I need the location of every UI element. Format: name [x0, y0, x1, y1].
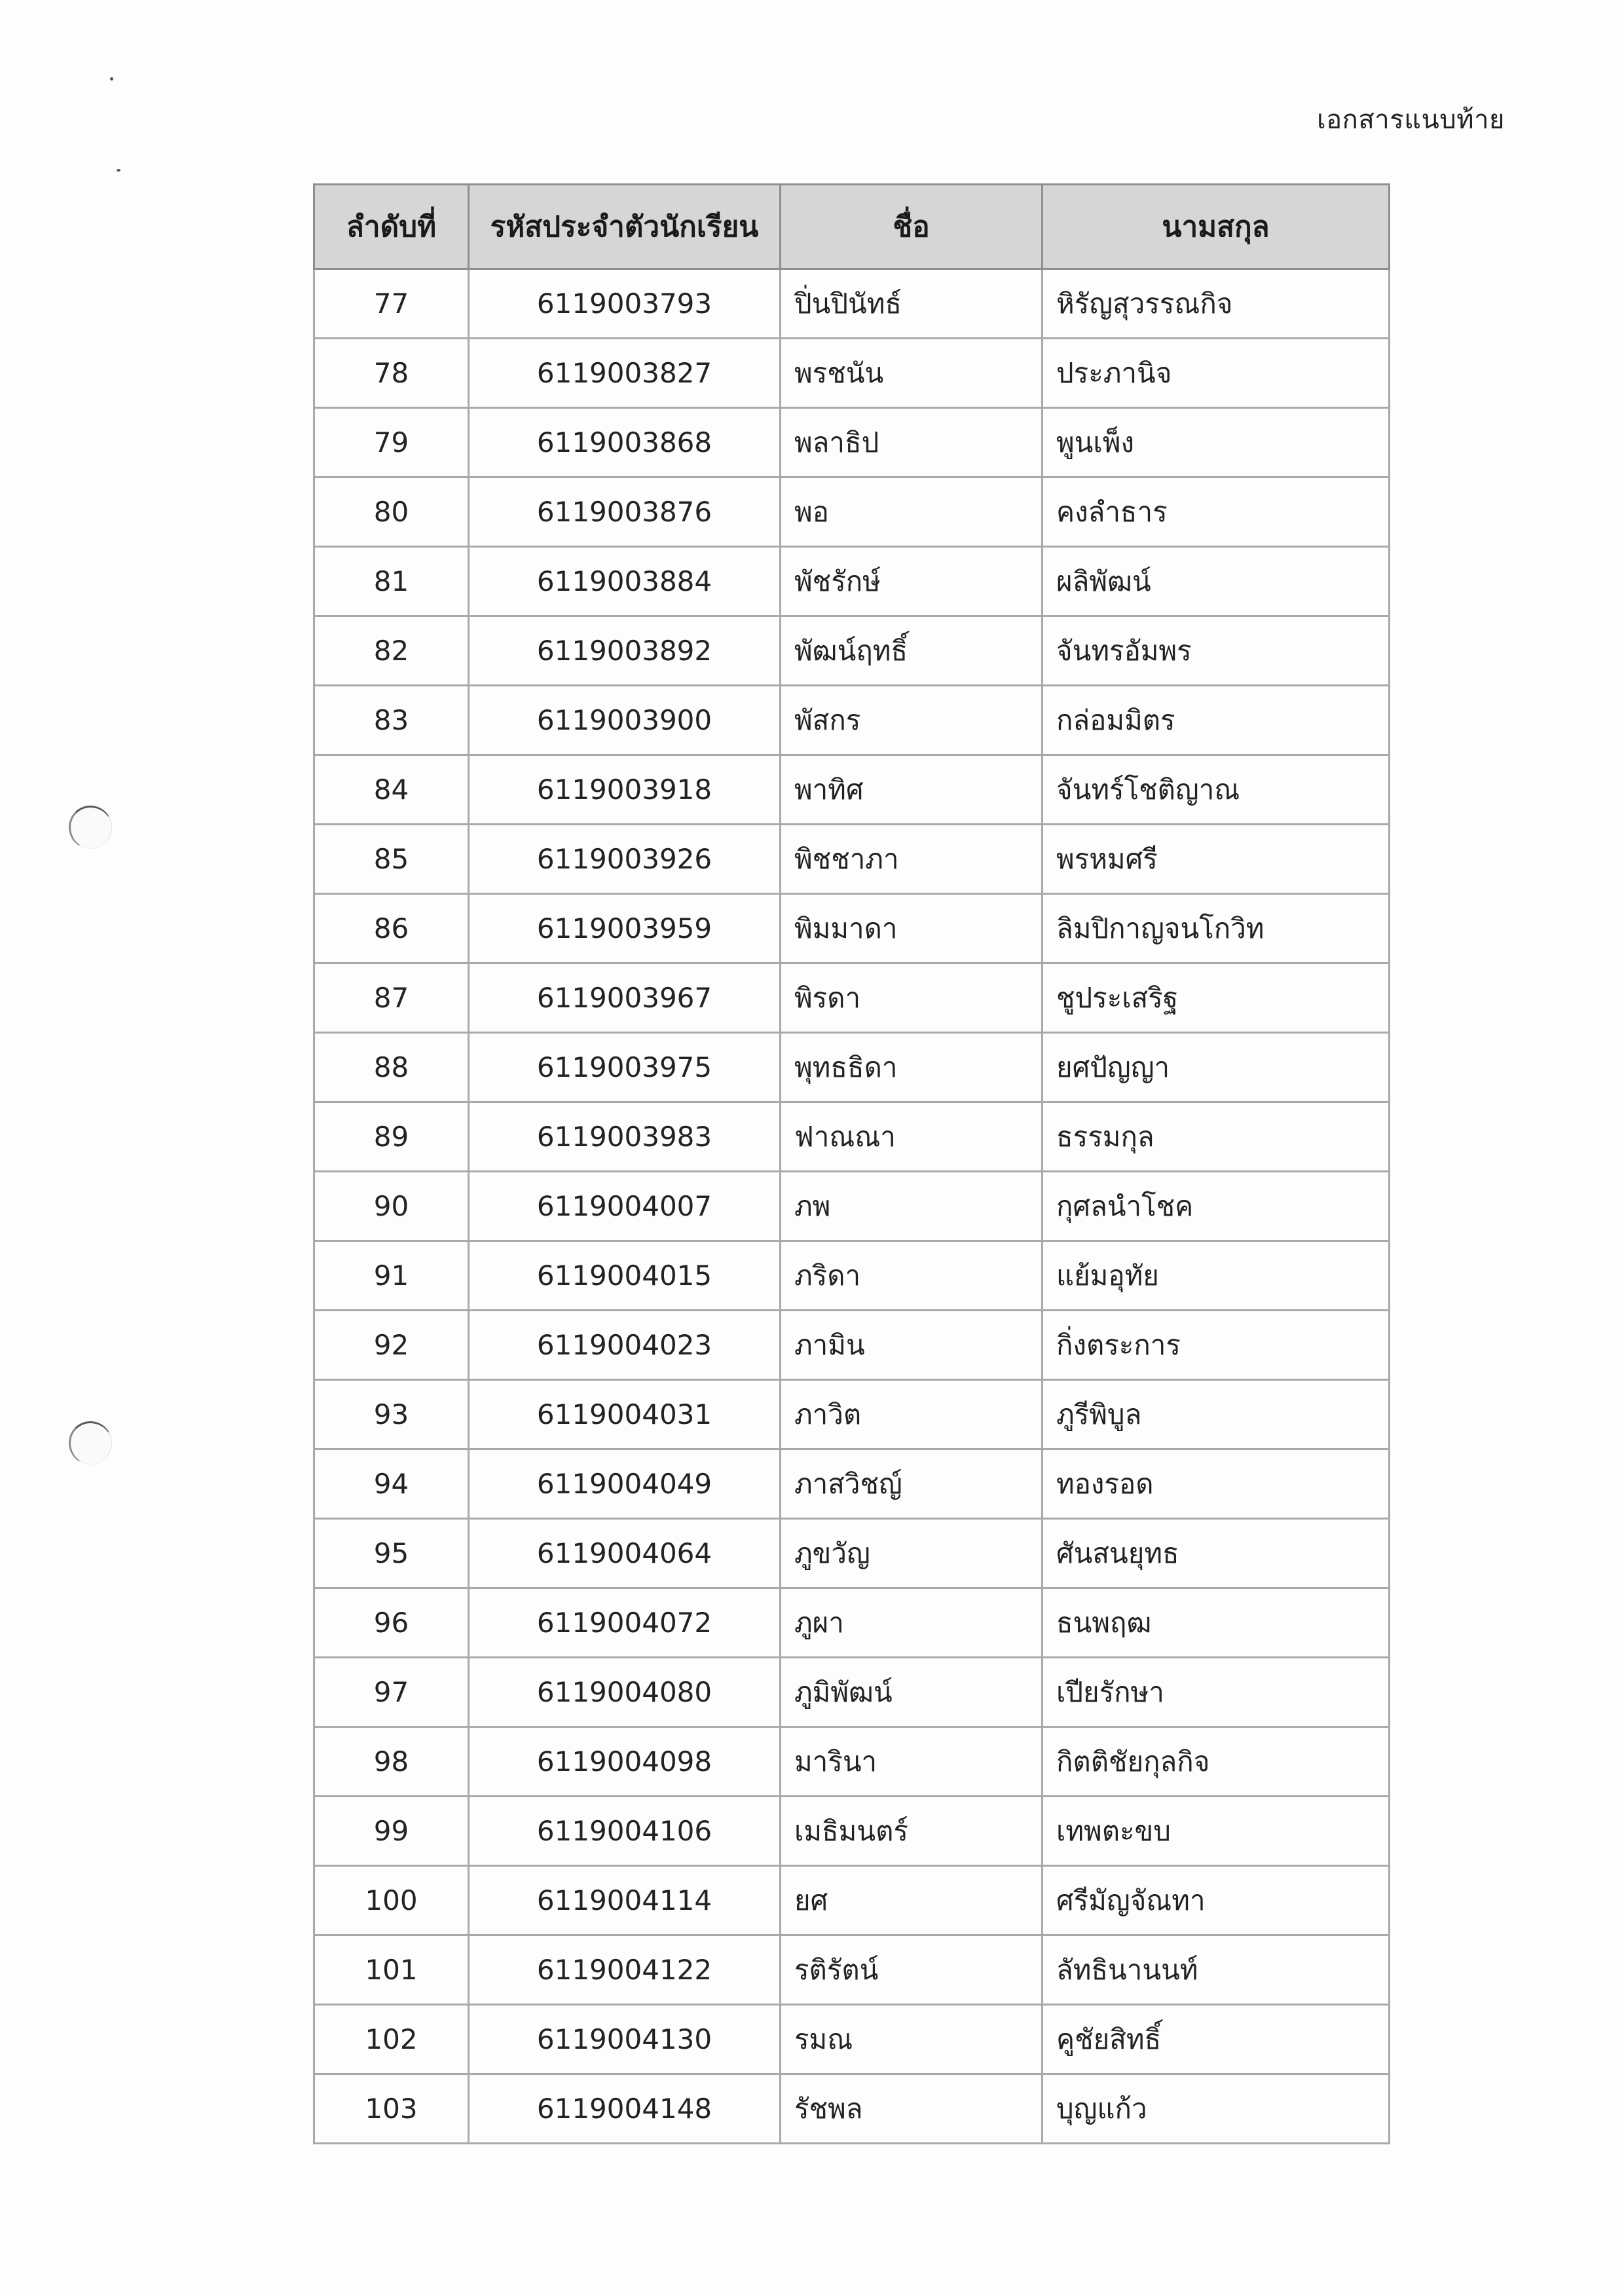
cell-first-name: ฟาณณา [781, 1102, 1043, 1172]
cell-first-name: พิรดา [781, 963, 1043, 1033]
header-student-id: รหัสประจำตัวนักเรียน [469, 185, 781, 269]
table-row [314, 269, 1390, 339]
cell-last-name: ลัทธินานนท์ [1043, 1935, 1390, 2005]
cell-last-name: จันทรอัมพร [1043, 616, 1390, 686]
cell-order: 98 [314, 1727, 469, 1797]
cell-first-name: ภูผา [781, 1588, 1043, 1658]
cell-student-id: 6119003892 [469, 616, 781, 686]
cell-order: 92 [314, 1311, 469, 1380]
cell-last-name: ทองรอด [1043, 1449, 1390, 1519]
cell-first-name: พัชรักษ์ [781, 547, 1043, 616]
table-row [314, 1311, 1390, 1380]
table-row [314, 1449, 1390, 1519]
cell-student-id: 6119003900 [469, 686, 781, 755]
table-row [314, 1241, 1390, 1311]
cell-student-id: 6119003868 [469, 408, 781, 477]
cell-first-name: ภาสวิชญ์ [781, 1449, 1043, 1519]
cell-order: 79 [314, 408, 469, 477]
cell-first-name: พาทิศ [781, 755, 1043, 825]
student-table [313, 183, 1390, 2144]
cell-order: 83 [314, 686, 469, 755]
cell-order: 90 [314, 1172, 469, 1241]
cell-last-name: พรหมศรี [1043, 825, 1390, 894]
cell-first-name: ภริดา [781, 1241, 1043, 1311]
table-row [314, 616, 1390, 686]
cell-first-name: ภูมิพัฒน์ [781, 1658, 1043, 1727]
table-row [314, 1588, 1390, 1658]
cell-order: 93 [314, 1380, 469, 1449]
cell-last-name: ชูประเสริฐ [1043, 963, 1390, 1033]
cell-student-id: 6119003884 [469, 547, 781, 616]
cell-first-name: ภามิน [781, 1311, 1043, 1380]
cell-student-id: 6119003983 [469, 1102, 781, 1172]
table-row [314, 547, 1390, 616]
table-row [314, 477, 1390, 547]
attachment-label: เอกสารแนบท้าย [1316, 105, 1505, 135]
table-row [314, 686, 1390, 755]
student-table-container [313, 183, 1388, 2144]
table-row [314, 1658, 1390, 1727]
cell-order: 87 [314, 963, 469, 1033]
cell-last-name: ลิมปิกาญจนโกวิท [1043, 894, 1390, 963]
cell-order: 94 [314, 1449, 469, 1519]
cell-first-name: ภพ [781, 1172, 1043, 1241]
cell-student-id: 6119003926 [469, 825, 781, 894]
cell-order: 84 [314, 755, 469, 825]
cell-last-name: ธนพฤฒ [1043, 1588, 1390, 1658]
cell-last-name: ประภานิจ [1043, 339, 1390, 408]
table-row [314, 755, 1390, 825]
cell-first-name: พัฒน์ฤทธิ์ [781, 616, 1043, 686]
cell-last-name: จันทร์โชติญาณ [1043, 755, 1390, 825]
cell-order: 86 [314, 894, 469, 963]
table-row [314, 963, 1390, 1033]
cell-first-name: รัชพล [781, 2074, 1043, 2144]
cell-last-name: คูชัยสิทธิ์ [1043, 2005, 1390, 2074]
cell-first-name: พัสกร [781, 686, 1043, 755]
cell-first-name: รมณ [781, 2005, 1043, 2074]
cell-student-id: 6119004122 [469, 1935, 781, 2005]
cell-student-id: 6119003959 [469, 894, 781, 963]
cell-first-name: พุทธธิดา [781, 1033, 1043, 1102]
table-row [314, 339, 1390, 408]
table-row [314, 1172, 1390, 1241]
cell-first-name: ยศ [781, 1866, 1043, 1935]
cell-student-id: 6119003967 [469, 963, 781, 1033]
cell-last-name: แย้มอุทัย [1043, 1241, 1390, 1311]
cell-student-id: 6119004015 [469, 1241, 781, 1311]
cell-student-id: 6119003975 [469, 1033, 781, 1102]
cell-student-id: 6119004007 [469, 1172, 781, 1241]
cell-last-name: ผลิพัฒน์ [1043, 547, 1390, 616]
scan-speck [117, 169, 120, 172]
cell-order: 95 [314, 1519, 469, 1588]
cell-order: 78 [314, 339, 469, 408]
table-header-row [314, 185, 1390, 269]
cell-student-id: 6119004023 [469, 1311, 781, 1380]
cell-order: 81 [314, 547, 469, 616]
cell-student-id: 6119003793 [469, 269, 781, 339]
cell-order: 91 [314, 1241, 469, 1311]
cell-first-name: ปิ่นปินัทธ์ [781, 269, 1043, 339]
cell-order: 88 [314, 1033, 469, 1102]
cell-last-name: ศันสนยุทธ [1043, 1519, 1390, 1588]
table-row [314, 1102, 1390, 1172]
cell-order: 101 [314, 1935, 469, 2005]
cell-last-name: คงลำธาร [1043, 477, 1390, 547]
cell-order: 80 [314, 477, 469, 547]
cell-order: 97 [314, 1658, 469, 1727]
table-row [314, 408, 1390, 477]
cell-student-id: 6119004106 [469, 1797, 781, 1866]
cell-last-name: บุญแก้ว [1043, 2074, 1390, 2144]
cell-student-id: 6119004031 [469, 1380, 781, 1449]
cell-first-name: พิมมาดา [781, 894, 1043, 963]
cell-order: 77 [314, 269, 469, 339]
cell-student-id: 6119004130 [469, 2005, 781, 2074]
table-row [314, 1797, 1390, 1866]
cell-student-id: 6119004064 [469, 1519, 781, 1588]
cell-order: 85 [314, 825, 469, 894]
punch-hole-bottom [69, 1421, 112, 1465]
cell-last-name: พูนเพ็ง [1043, 408, 1390, 477]
cell-student-id: 6119004049 [469, 1449, 781, 1519]
cell-order: 96 [314, 1588, 469, 1658]
cell-student-id: 6119003876 [469, 477, 781, 547]
cell-student-id: 6119004080 [469, 1658, 781, 1727]
cell-student-id: 6119004114 [469, 1866, 781, 1935]
cell-last-name: ยศปัญญา [1043, 1033, 1390, 1102]
cell-last-name: ธรรมกุล [1043, 1102, 1390, 1172]
cell-last-name: กิ่งตระการ [1043, 1311, 1390, 1380]
punch-hole-top [69, 806, 112, 849]
table-row [314, 894, 1390, 963]
cell-student-id: 6119003827 [469, 339, 781, 408]
cell-first-name: ภาวิต [781, 1380, 1043, 1449]
table-row [314, 1380, 1390, 1449]
cell-last-name: กุศลนำโชค [1043, 1172, 1390, 1241]
table-row [314, 825, 1390, 894]
cell-first-name: พรชนัน [781, 339, 1043, 408]
cell-order: 89 [314, 1102, 469, 1172]
table-row [314, 2074, 1390, 2144]
cell-order: 103 [314, 2074, 469, 2144]
table-row [314, 1727, 1390, 1797]
cell-order: 99 [314, 1797, 469, 1866]
cell-last-name: หิรัญสุวรรณกิจ [1043, 269, 1390, 339]
cell-student-id: 6119004072 [469, 1588, 781, 1658]
table-row [314, 1519, 1390, 1588]
cell-order: 100 [314, 1866, 469, 1935]
cell-first-name: เมธิมนตร์ [781, 1797, 1043, 1866]
table-row [314, 1866, 1390, 1935]
cell-student-id: 6119004148 [469, 2074, 781, 2144]
cell-last-name: ภูรีพิบูล [1043, 1380, 1390, 1449]
header-last-name: นามสกุล [1043, 185, 1390, 269]
cell-first-name: รติรัตน์ [781, 1935, 1043, 2005]
cell-last-name: เปียรักษา [1043, 1658, 1390, 1727]
scan-speck [110, 77, 113, 81]
cell-first-name: พอ [781, 477, 1043, 547]
cell-first-name: มารินา [781, 1727, 1043, 1797]
cell-first-name: พิชชาภา [781, 825, 1043, 894]
table-row [314, 1935, 1390, 2005]
cell-order: 102 [314, 2005, 469, 2074]
cell-last-name: ศรีมัญจัณทา [1043, 1866, 1390, 1935]
table-row [314, 1033, 1390, 1102]
cell-last-name: กล่อมมิตร [1043, 686, 1390, 755]
table-row [314, 2005, 1390, 2074]
cell-first-name: พลาธิป [781, 408, 1043, 477]
cell-student-id: 6119004098 [469, 1727, 781, 1797]
cell-first-name: ภูขวัญ [781, 1519, 1043, 1588]
header-order: ลำดับที่ [314, 185, 469, 269]
table-body [314, 269, 1390, 2144]
cell-last-name: กิตติชัยกุลกิจ [1043, 1727, 1390, 1797]
cell-last-name: เทพตะขบ [1043, 1797, 1390, 1866]
cell-student-id: 6119003918 [469, 755, 781, 825]
header-first-name: ชื่อ [781, 185, 1043, 269]
cell-order: 82 [314, 616, 469, 686]
